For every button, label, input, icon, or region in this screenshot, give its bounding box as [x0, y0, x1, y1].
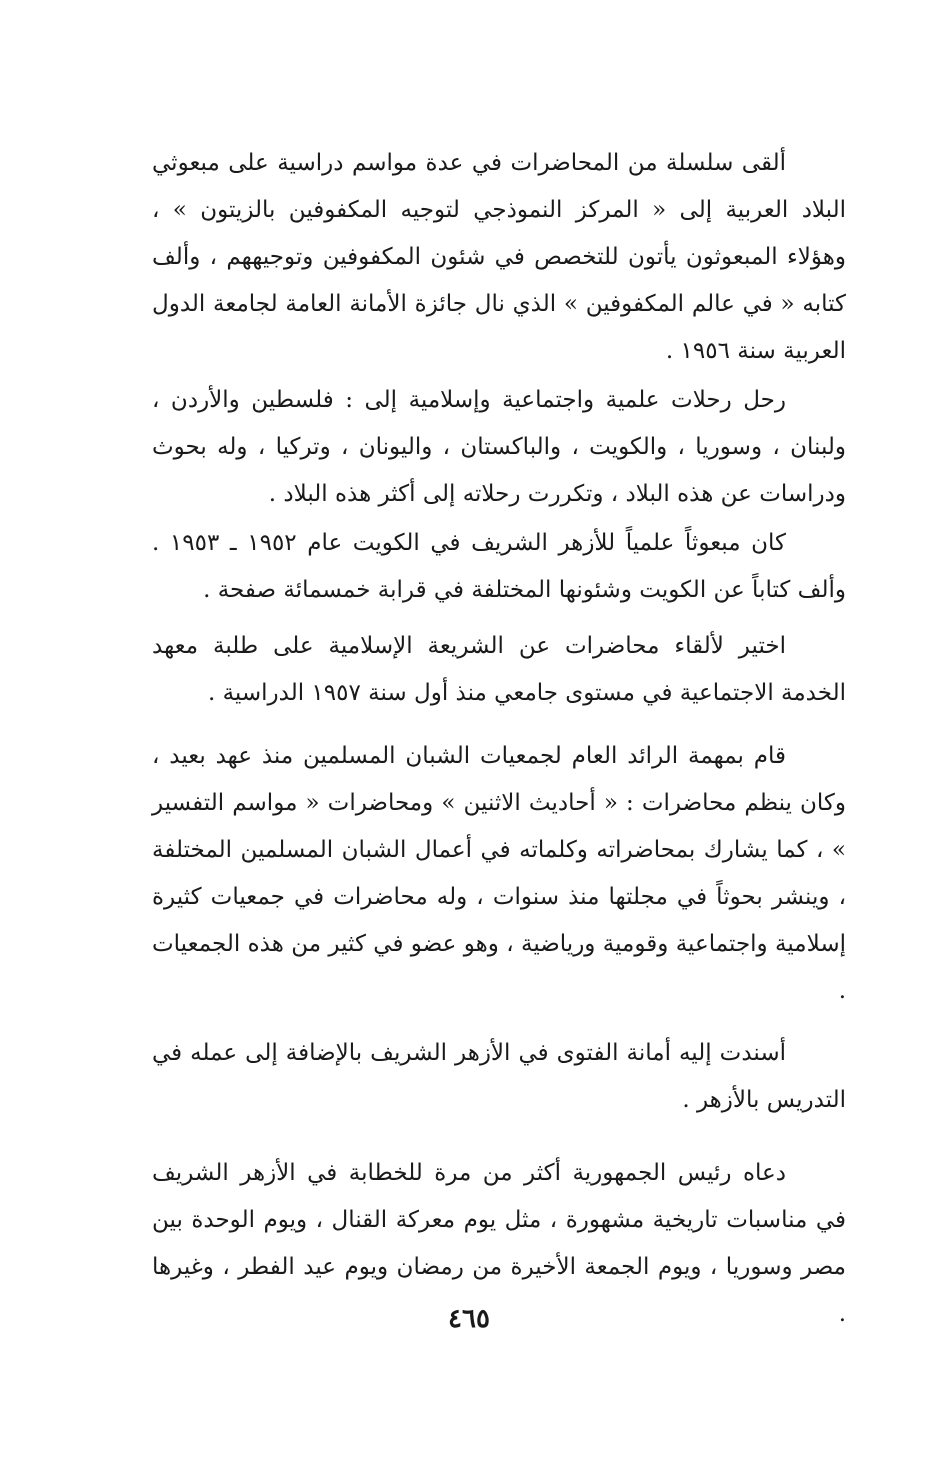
paragraph-text: رحل رحلات علمية واجتماعية وإسلامية إلى : فلسطين والأردن ، ولبنان ، وسوريا ، والكويت ، والباكستان ، واليونان ، وتركيا ، وله بحوث ودراسات عن هذه البلاد ، وتكررت رحلاته إلى أكثر هذه البلاد .: [152, 387, 846, 507]
paragraph-travels: [152, 377, 846, 518]
paragraph-text: كان مبعوثاً علمياً للأزهر الشريف في الكويت عام ١٩٥٢ ـ ١٩٥٣ . وألف كتاباً عن الكويت وشئونها المختلفة في قرابة خمسمائة صفحة .: [152, 530, 846, 603]
paragraph-text: اختير لألقاء محاضرات عن الشريعة الإسلامية على طلبة معهد الخدمة الاجتماعية في مستوى جامعي منذ أول سنة ١٩٥٧ الدراسية .: [152, 633, 846, 706]
paragraph-lectures-for-blind: [152, 140, 846, 375]
paragraph-text: أسندت إليه أمانة الفتوى في الأزهر الشريف بالإضافة إلى عمله في التدريس بالأزهر .: [152, 1040, 846, 1113]
paragraph-kuwait-mission: [152, 520, 846, 614]
paragraph-fatwa: [152, 1030, 846, 1124]
paragraph-text: ألقى سلسلة من المحاضرات في عدة مواسم دراسية على مبعوثي البلاد العربية إلى « المركز النموذجي لتوجيه المكفوفين بالزيتون » ، وهؤلاء المبعوثون يأتون للتخصص في شئون المكفوفين وتوجيههم ، وألف كتابه « في عالم المكفوفين » الذي نال جائزة الأمانة العامة لجامعة الدول العربية سنة ١٩٥٦ .: [152, 150, 846, 364]
paragraph-text: دعاه رئيس الجمهورية أكثر من مرة للخطابة في الأزهر الشريف في مناسبات تاريخية مشهورة ، مثل يوم معركة القنال ، ويوم الوحدة بين مصر وسوريا ، ويوم الجمعة الأخيرة من رمضان ويوم عيد الفطر ، وغيرها .: [152, 1160, 846, 1327]
paragraph-sharia-lectures: [152, 623, 846, 717]
paragraph-text: قام بمهمة الرائد العام لجمعيات الشبان المسلمين منذ عهد بعيد ، وكان ينظم محاضرات : « أحاديث الاثنين » ومحاضرات « مواسم التفسير » ، كما يشارك بمحاضراته وكلماته في أعمال الشبان المسلمين المختلفة ، وينشر بحوثاً في مجلتها منذ سنوات ، وله محاضرات في جمعيات كثيرة إسلامية واجتماعية وقومية ورياضية ، وهو عضو في كثير من هذه الجمعيات .: [152, 743, 846, 1004]
paragraph-youth-associations: [152, 733, 846, 1015]
page-number: ٤٦٥: [448, 1304, 490, 1334]
